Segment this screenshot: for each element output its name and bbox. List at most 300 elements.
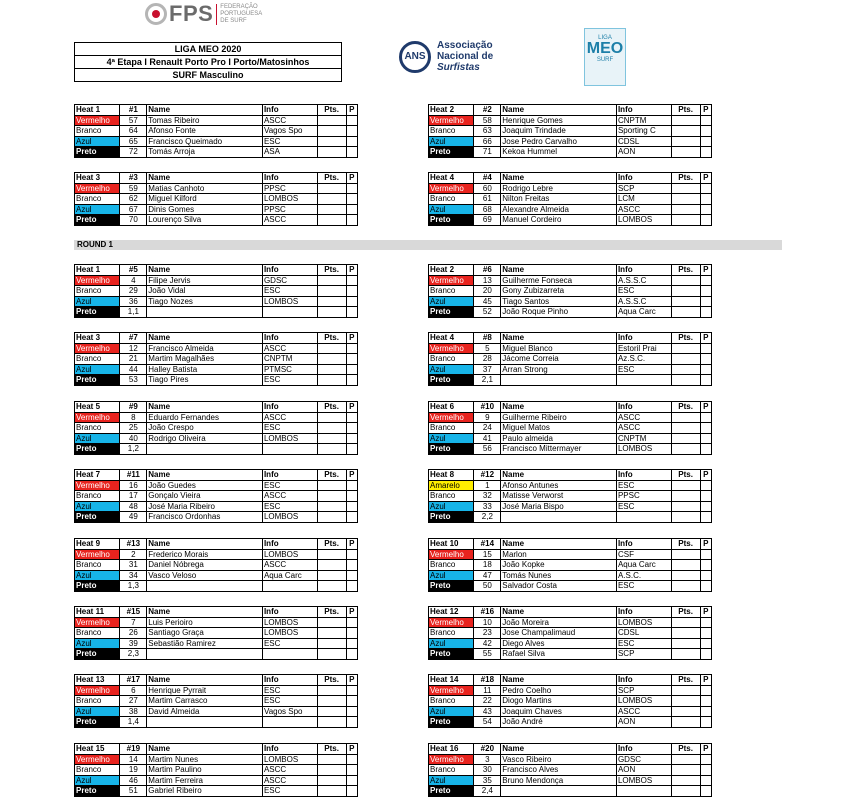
surfer-name: João Crespo [147, 423, 263, 434]
jersey-color: Preto [75, 444, 120, 455]
place-cell [346, 307, 357, 318]
surfer-name: Matias Canhoto [147, 183, 263, 194]
table-row [429, 512, 712, 523]
points-cell [317, 786, 346, 797]
jersey-color: Branco [75, 286, 120, 297]
table-row [429, 343, 712, 354]
heat-table [428, 104, 712, 158]
col-header-p: P [700, 470, 711, 481]
col-header-p: P [700, 173, 711, 184]
table-row [75, 423, 358, 434]
points-cell [671, 480, 700, 491]
club-info: ESC [262, 501, 317, 512]
col-header-name: Name [147, 607, 263, 618]
col-header-info: Info [262, 470, 317, 481]
surfer-name: Tomás Arroja [147, 147, 263, 158]
col-header-p: P [700, 539, 711, 550]
jersey-color: Azul [75, 706, 120, 717]
heat-number: #11 [120, 470, 147, 481]
table-row [429, 194, 712, 205]
place-cell [346, 136, 357, 147]
ans-initials: ANS [404, 51, 426, 62]
table-row [75, 696, 358, 707]
heat-label: Heat 1 [75, 265, 120, 276]
heat-header-row [75, 539, 358, 550]
surfer-name: Martim Ferreira [147, 775, 263, 786]
table-row [75, 433, 358, 444]
points-cell [317, 706, 346, 717]
col-header-p: P [346, 744, 357, 755]
seed: 4 [120, 275, 147, 286]
heat-number: #2 [474, 105, 501, 116]
col-header-pts: Pts. [317, 744, 346, 755]
heat-table [428, 606, 712, 660]
club-info: ESC [262, 423, 317, 434]
surfer-name: Diego Alves [501, 638, 617, 649]
jersey-color: Preto [75, 147, 120, 158]
place-cell [700, 343, 711, 354]
col-header-info: Info [262, 607, 317, 618]
jersey-color: Vermelho [75, 617, 120, 628]
col-header-name: Name [147, 675, 263, 686]
club-info: LOMBOS [616, 617, 671, 628]
col-header-info: Info [262, 675, 317, 686]
jersey-color: Preto [75, 512, 120, 523]
liga-logo-line-3: SURF [596, 57, 614, 63]
jersey-color: Azul [75, 136, 120, 147]
points-cell [317, 685, 346, 696]
points-cell [317, 194, 346, 205]
place-cell [700, 364, 711, 375]
place-cell [346, 433, 357, 444]
club-info [616, 786, 671, 797]
place-cell [346, 685, 357, 696]
place-cell [346, 204, 357, 215]
table-row [75, 754, 358, 765]
place-cell [700, 444, 711, 455]
heat-number: #15 [120, 607, 147, 618]
table-row [429, 286, 712, 297]
jersey-color: Preto [75, 307, 120, 318]
points-cell [671, 183, 700, 194]
place-cell [346, 183, 357, 194]
surfer-name: Jose Pedro Carvalho [501, 136, 617, 147]
col-header-name: Name [147, 744, 263, 755]
heat-header-row [429, 607, 712, 618]
seed: 71 [474, 147, 501, 158]
club-info: Vagos Spo [262, 126, 317, 137]
ans-logo-text [437, 40, 493, 73]
heat-label: Heat 16 [429, 744, 474, 755]
surfer-name: Joaquim Trindade [501, 126, 617, 137]
jersey-color: Vermelho [75, 115, 120, 126]
club-info [262, 649, 317, 660]
points-cell [317, 364, 346, 375]
jersey-color: Azul [429, 296, 474, 307]
points-cell [671, 617, 700, 628]
points-cell [671, 491, 700, 502]
event-title-line-1: LIGA MEO 2020 [75, 43, 341, 56]
heat-table [428, 469, 712, 523]
seed: 49 [120, 512, 147, 523]
points-cell [317, 581, 346, 592]
points-cell [671, 560, 700, 571]
points-cell [317, 286, 346, 297]
jersey-color: Azul [75, 638, 120, 649]
table-row [75, 480, 358, 491]
points-cell [317, 136, 346, 147]
seed: 22 [474, 696, 501, 707]
points-cell [317, 717, 346, 728]
surfer-name [147, 581, 263, 592]
seed: 51 [120, 786, 147, 797]
place-cell [346, 126, 357, 137]
surfer-name: Pedro Coelho [501, 685, 617, 696]
points-cell [317, 307, 346, 318]
heat-header-row [429, 675, 712, 686]
seed: 12 [120, 343, 147, 354]
surfer-name: Tomas Ribeiro [147, 115, 263, 126]
surfer-name: João Moreira [501, 617, 617, 628]
table-row [75, 491, 358, 502]
col-header-name: Name [147, 265, 263, 276]
heat-label: Heat 7 [75, 470, 120, 481]
points-cell [671, 570, 700, 581]
table-row [75, 115, 358, 126]
table-row [75, 204, 358, 215]
seed: 36 [120, 296, 147, 307]
points-cell [671, 706, 700, 717]
surfer-name: Francisco Almeida [147, 343, 263, 354]
table-row [429, 354, 712, 365]
surfer-name: João André [501, 717, 617, 728]
club-info: AON [616, 717, 671, 728]
table-row [75, 215, 358, 226]
seed: 30 [474, 765, 501, 776]
points-cell [317, 275, 346, 286]
place-cell [700, 147, 711, 158]
table-row [429, 275, 712, 286]
table-row [429, 491, 712, 502]
liga-logo-line-1: LIGA [598, 35, 612, 41]
col-header-info: Info [262, 105, 317, 116]
points-cell [671, 754, 700, 765]
table-row [75, 286, 358, 297]
jersey-color: Preto [429, 649, 474, 660]
points-cell [317, 147, 346, 158]
jersey-color: Azul [75, 775, 120, 786]
surfer-name: Filipe Jervis [147, 275, 263, 286]
points-cell [317, 126, 346, 137]
col-header-p: P [346, 539, 357, 550]
col-header-p: P [346, 173, 357, 184]
table-row [429, 480, 712, 491]
heat-table [74, 469, 358, 523]
heat-number: #18 [474, 675, 501, 686]
col-header-p: P [346, 105, 357, 116]
club-info: ESC [262, 480, 317, 491]
heat-number: #8 [474, 333, 501, 344]
heat-number: #9 [120, 402, 147, 413]
seed: 13 [474, 275, 501, 286]
seed: 50 [474, 581, 501, 592]
place-cell [700, 685, 711, 696]
place-cell [700, 433, 711, 444]
place-cell [700, 512, 711, 523]
surfer-name: Jose Champalimaud [501, 628, 617, 639]
surfer-name: Daniel Nóbrega [147, 560, 263, 571]
heat-header-row [75, 675, 358, 686]
seed: 2,2 [474, 512, 501, 523]
jersey-color: Branco [429, 696, 474, 707]
col-header-p: P [346, 675, 357, 686]
club-info: AON [616, 765, 671, 776]
place-cell [346, 412, 357, 423]
surfer-name: João Guedes [147, 480, 263, 491]
club-info: ASCC [616, 412, 671, 423]
points-cell [317, 354, 346, 365]
heat-number: #7 [120, 333, 147, 344]
surfer-name: Sebastião Ramirez [147, 638, 263, 649]
seed: 31 [120, 560, 147, 571]
seed: 61 [474, 194, 501, 205]
surfer-name: Matisse Verworst [501, 491, 617, 502]
heat-header-row [75, 470, 358, 481]
points-cell [671, 194, 700, 205]
place-cell [700, 717, 711, 728]
seed: 35 [474, 775, 501, 786]
surfer-name: Gabriel Ribeiro [147, 786, 263, 797]
points-cell [671, 286, 700, 297]
jersey-color: Branco [75, 491, 120, 502]
club-info: ASCC [262, 765, 317, 776]
club-info: PPSC [262, 183, 317, 194]
col-header-pts: Pts. [317, 539, 346, 550]
surfer-name: Vasco Veloso [147, 570, 263, 581]
points-cell [671, 343, 700, 354]
place-cell [700, 286, 711, 297]
jersey-color: Azul [429, 706, 474, 717]
points-cell [671, 364, 700, 375]
club-info: ASCC [616, 423, 671, 434]
seed: 6 [120, 685, 147, 696]
place-cell [346, 147, 357, 158]
club-info: ESC [616, 480, 671, 491]
col-header-pts: Pts. [317, 470, 346, 481]
points-cell [671, 649, 700, 660]
surfer-name: Marlon [501, 549, 617, 560]
col-header-pts: Pts. [671, 402, 700, 413]
col-header-info: Info [262, 333, 317, 344]
place-cell [346, 696, 357, 707]
seed: 63 [474, 126, 501, 137]
jersey-color: Vermelho [429, 754, 474, 765]
heat-label: Heat 4 [429, 333, 474, 344]
seed: 8 [120, 412, 147, 423]
surfer-name: Santiago Graça [147, 628, 263, 639]
seed: 1,4 [120, 717, 147, 728]
place-cell [700, 628, 711, 639]
col-header-pts: Pts. [317, 675, 346, 686]
seed: 64 [120, 126, 147, 137]
table-row [75, 628, 358, 639]
points-cell [671, 433, 700, 444]
points-cell [317, 215, 346, 226]
jersey-color: Vermelho [429, 412, 474, 423]
club-info: ASA [262, 147, 317, 158]
club-info: PTMSC [262, 364, 317, 375]
table-row [75, 444, 358, 455]
seed: 27 [120, 696, 147, 707]
heat-header-row [75, 333, 358, 344]
place-cell [346, 354, 357, 365]
place-cell [700, 215, 711, 226]
jersey-color: Preto [429, 717, 474, 728]
col-header-p: P [346, 265, 357, 276]
col-header-name: Name [147, 105, 263, 116]
points-cell [671, 296, 700, 307]
table-row [429, 147, 712, 158]
heat-label: Heat 4 [429, 173, 474, 184]
club-info: ESC [616, 364, 671, 375]
col-header-name: Name [501, 675, 617, 686]
jersey-color: Preto [429, 581, 474, 592]
col-header-name: Name [501, 744, 617, 755]
seed: 20 [474, 286, 501, 297]
round-label: ROUND 1 [77, 240, 114, 249]
club-info: CDSL [616, 136, 671, 147]
club-info: GDSC [616, 754, 671, 765]
heat-header-row [429, 333, 712, 344]
table-row [75, 183, 358, 194]
col-header-name: Name [501, 607, 617, 618]
surfer-name [147, 444, 263, 455]
club-info: ESC [616, 286, 671, 297]
points-cell [317, 560, 346, 571]
place-cell [700, 775, 711, 786]
table-row [429, 183, 712, 194]
club-info: AON [616, 147, 671, 158]
col-header-pts: Pts. [671, 265, 700, 276]
surfer-name: Rafael Silva [501, 649, 617, 660]
table-row [429, 765, 712, 776]
points-cell [671, 765, 700, 776]
heat-number: #3 [120, 173, 147, 184]
points-cell [671, 423, 700, 434]
table-row [429, 628, 712, 639]
place-cell [346, 638, 357, 649]
heat-number: #4 [474, 173, 501, 184]
seed: 17 [120, 491, 147, 502]
club-info: GDSC [262, 275, 317, 286]
surfer-name: Tiago Pires [147, 375, 263, 386]
jersey-color: Vermelho [75, 412, 120, 423]
surfer-name: Miguel Matos [501, 423, 617, 434]
heat-header-row [429, 470, 712, 481]
heat-label: Heat 1 [75, 105, 120, 116]
points-cell [317, 204, 346, 215]
col-header-pts: Pts. [671, 744, 700, 755]
seed: 5 [474, 343, 501, 354]
table-row [75, 354, 358, 365]
club-info: ESC [616, 638, 671, 649]
seed: 67 [120, 204, 147, 215]
place-cell [346, 343, 357, 354]
seed: 62 [120, 194, 147, 205]
jersey-color: Azul [429, 775, 474, 786]
col-header-p: P [700, 105, 711, 116]
seed: 18 [474, 560, 501, 571]
place-cell [346, 549, 357, 560]
seed: 47 [474, 570, 501, 581]
heat-label: Heat 12 [429, 607, 474, 618]
col-header-pts: Pts. [317, 402, 346, 413]
place-cell [700, 617, 711, 628]
heat-label: Heat 3 [75, 173, 120, 184]
place-cell [700, 480, 711, 491]
heat-number: #5 [120, 265, 147, 276]
col-header-pts: Pts. [671, 105, 700, 116]
place-cell [346, 194, 357, 205]
club-info [616, 375, 671, 386]
col-header-pts: Pts. [671, 675, 700, 686]
club-info: LOMBOS [616, 775, 671, 786]
heat-table [428, 401, 712, 455]
seed: 7 [120, 617, 147, 628]
points-cell [317, 649, 346, 660]
ans-text-line-1: Associação [437, 40, 493, 51]
surfer-name: Martim Nunes [147, 754, 263, 765]
jersey-color: Branco [75, 423, 120, 434]
table-row [429, 126, 712, 137]
seed: 23 [474, 628, 501, 639]
jersey-color: Branco [75, 765, 120, 776]
club-info: ASCC [262, 343, 317, 354]
club-info: LOMBOS [262, 754, 317, 765]
seed: 54 [474, 717, 501, 728]
col-header-name: Name [147, 539, 263, 550]
col-header-pts: Pts. [671, 539, 700, 550]
table-row [429, 115, 712, 126]
jersey-color: Branco [75, 354, 120, 365]
club-info: ESC [262, 136, 317, 147]
jersey-color: Vermelho [75, 754, 120, 765]
surfer-name: Martim Carrasco [147, 696, 263, 707]
ans-text-line-3: Surfistas [437, 62, 480, 73]
table-row [75, 717, 358, 728]
heat-label: Heat 5 [75, 402, 120, 413]
col-header-name: Name [147, 333, 263, 344]
place-cell [346, 275, 357, 286]
table-row [75, 296, 358, 307]
surfer-name: Alexandre Almeida [501, 204, 617, 215]
col-header-name: Name [501, 265, 617, 276]
points-cell [317, 775, 346, 786]
seed: 42 [474, 638, 501, 649]
table-row [75, 194, 358, 205]
place-cell [346, 560, 357, 571]
table-row [429, 696, 712, 707]
col-header-info: Info [616, 265, 671, 276]
place-cell [700, 696, 711, 707]
table-row [429, 307, 712, 318]
seed: 2,4 [474, 786, 501, 797]
surfer-name [501, 786, 617, 797]
heat-label: Heat 6 [429, 402, 474, 413]
club-info: LOMBOS [262, 628, 317, 639]
surfer-name: Miguel Kilford [147, 194, 263, 205]
jersey-color: Vermelho [429, 115, 474, 126]
